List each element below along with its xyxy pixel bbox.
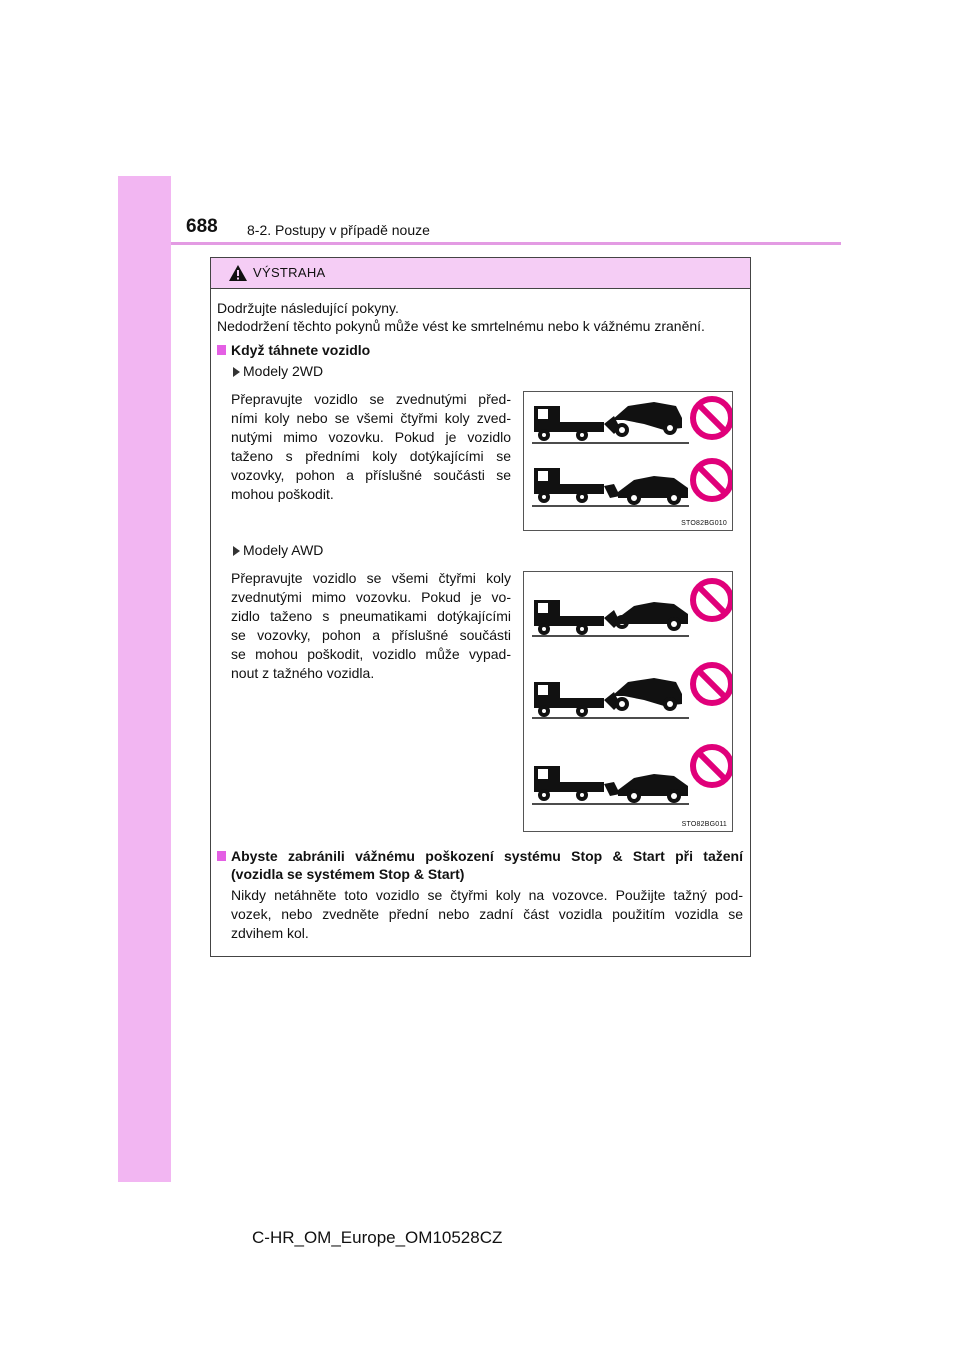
bullet-square-icon [217,851,226,861]
text-line: ními koly nebo se všemi čtyřmi koly zved- [231,410,511,426]
triangle-bullet-icon [233,546,240,556]
text-line: se vozovky, pohon a příslušné součásti [231,627,511,643]
illustration-code: STO82BG010 [681,520,727,527]
footer-document-code: C-HR_OM_Europe_OM10528CZ [252,1228,503,1247]
text-line: Nikdy netáhněte toto vozidlo se čtyřmi koly na vozovce. Použijte tažný pod- [231,887,743,903]
text-line: taženo s předními koly dotýkajícími se [231,448,511,464]
section-heading-stop-start-line2: (vozidla se systémem Stop & Start) [231,866,465,882]
illustration-awd [523,571,733,832]
illustration-2wd [523,391,733,531]
text-line: nout z tažného vozidla. [231,665,375,681]
triangle-bullet-icon [233,367,240,377]
bullet-square-icon [217,345,226,355]
text-line: se mohou poškodit, vozidlo může vypad- [231,646,511,662]
text-line: vozovky, pohon a příslušné součásti se [231,467,511,483]
header-rule [171,242,841,245]
section-title: 8-2. Postupy v případě nouze [247,222,430,238]
warning-box [210,257,751,957]
text-line: zdvihem kol. [231,925,309,941]
tow-truck-illustration-awd [524,572,732,817]
intro-line: Dodržujte následující pokyny. [217,300,399,316]
text-line: zidlo taženo s pneumatikami dotýkajícími [231,608,511,624]
illustration-code: STO82BG011 [681,821,727,828]
tow-truck-illustration-2wd [524,392,732,517]
text-line: vozek, nebo zvedněte přední nebo zadní část vozidla použitím vozidla se [231,906,743,922]
side-tab-strip [118,176,171,1182]
subsection-label-2wd: Modely 2WD [243,363,324,379]
text-line: Přepravujte vozidlo se všemi čtyřmi koly [231,570,511,586]
text-line: Přepravujte vozidlo se zvednutými před- [231,391,511,407]
page-number: 688 [186,216,218,237]
intro-line: Nedodržení těchto pokynů může vést ke smrtelnému nebo k vážnému zranění. [217,318,705,334]
text-line: mohou poškodit. [231,486,334,502]
warning-title: VÝSTRAHA [253,265,326,280]
warning-triangle-icon [228,264,248,282]
warning-header [211,258,750,289]
text-line: nutými mimo vozovku. Pokud je vozidlo [231,429,511,445]
section-heading-stop-start: Abyste zabránili vážnému poškození systému Stop & Start při tažení [231,848,743,864]
subsection-label-awd: Modely AWD [243,542,324,558]
section-heading-towing: Když táhnete vozidlo [231,342,371,358]
text-line: zvednutými mimo vozovku. Pokud je vo- [231,589,511,605]
